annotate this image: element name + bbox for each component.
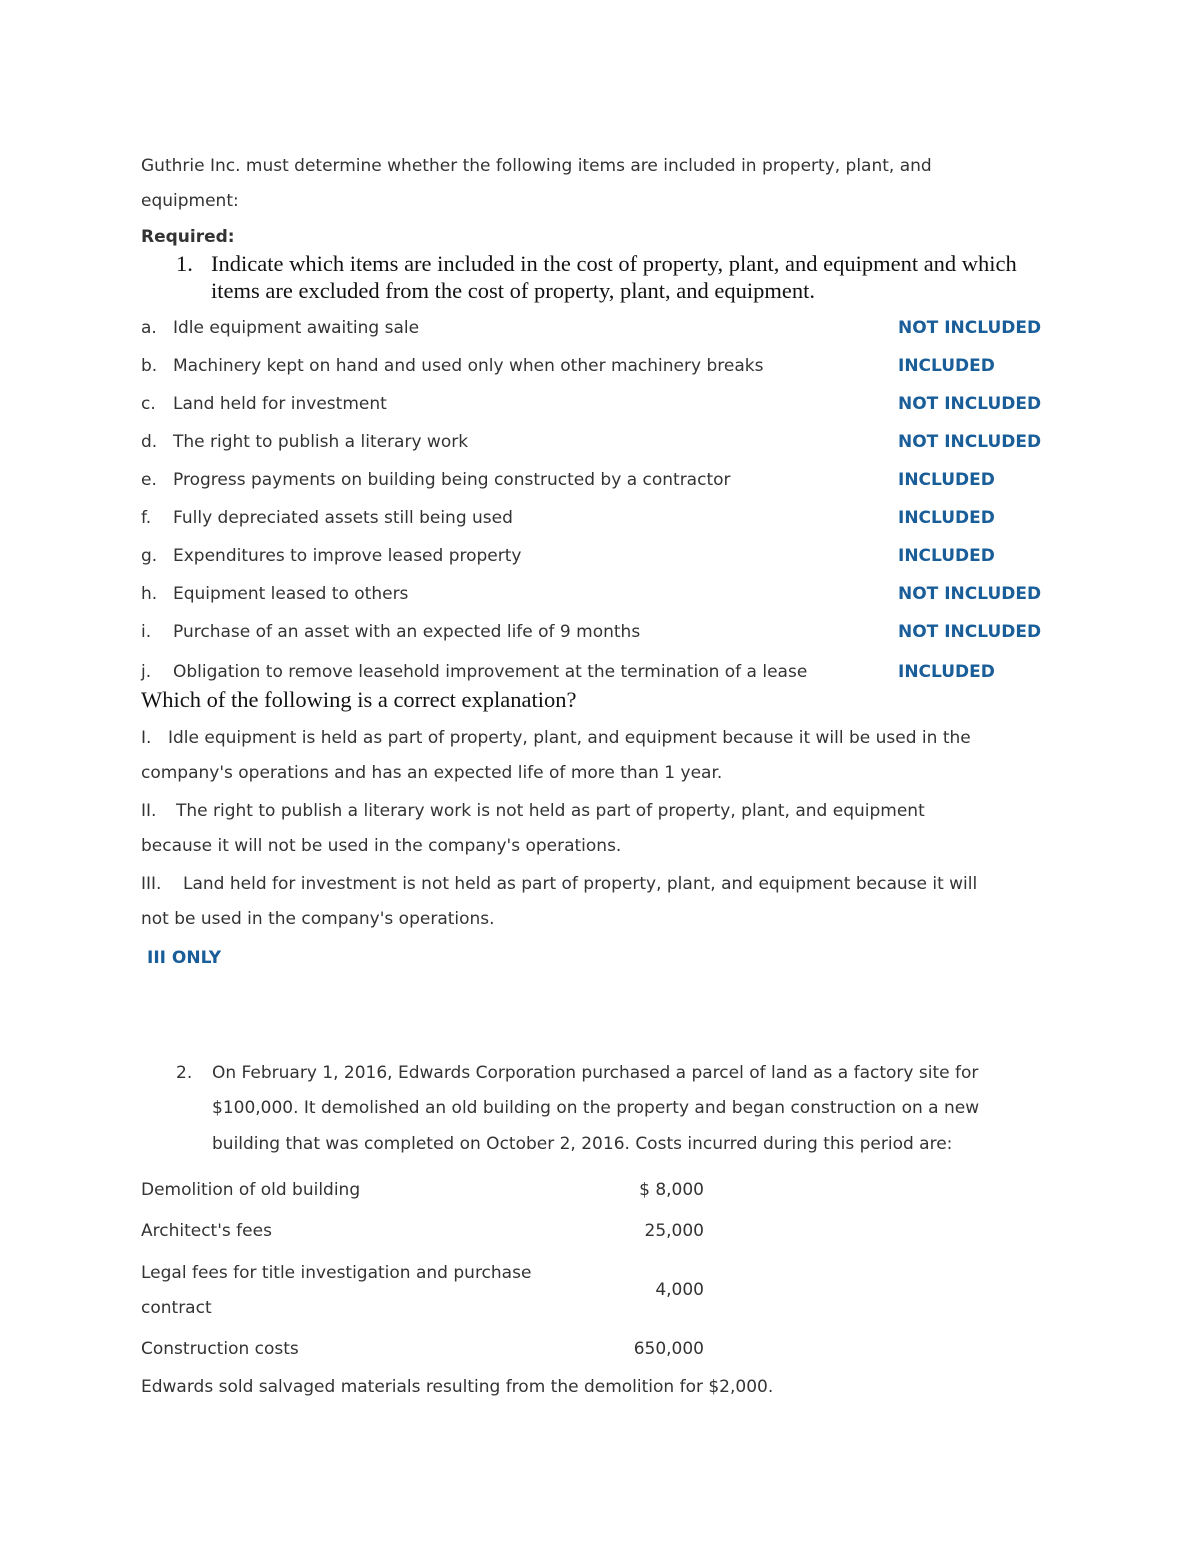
item-text: Machinery kept on hand and used only when other machinery breaks: [173, 356, 764, 376]
item-answer: INCLUDED: [898, 356, 995, 376]
item-text: Equipment leased to others: [173, 584, 409, 604]
item-text: Purchase of an asset with an expected life of 9 months: [173, 622, 641, 642]
q1-number: 1.: [176, 251, 193, 276]
statement-3-line-2: not be used in the company's operations.: [141, 909, 495, 929]
item-letter: c.: [141, 394, 156, 414]
item-letter: i.: [141, 622, 152, 642]
q1-text-line-2: items are excluded from the cost of property, plant, and equipment.: [211, 278, 815, 303]
item-answer: NOT INCLUDED: [898, 584, 1042, 604]
intro-line-2: equipment:: [141, 191, 239, 211]
item-letter: a.: [141, 318, 157, 338]
item-answer: INCLUDED: [898, 546, 995, 566]
item-text: Idle equipment awaiting sale: [173, 318, 420, 338]
statement-1-numeral: I.: [141, 728, 152, 748]
cost-label: Demolition of old building: [141, 1180, 361, 1200]
statement-1-line-1: Idle equipment is held as part of property, plant, and equipment because it will be used in the: [168, 728, 971, 748]
explanation-answer: III ONLY: [147, 948, 222, 968]
statement-2-line-1: The right to publish a literary work is not held as part of property, plant, and equipment: [176, 801, 925, 821]
cost-label-continued: contract: [141, 1298, 212, 1318]
statement-2-line-2: because it will not be used in the company's operations.: [141, 836, 622, 856]
q2-number: 2.: [176, 1063, 193, 1083]
item-text: Expenditures to improve leased property: [173, 546, 522, 566]
q2-line-1: On February 1, 2016, Edwards Corporation purchased a parcel of land as a factory site for: [212, 1063, 979, 1083]
item-text: Obligation to remove leasehold improvement at the termination of a lease: [173, 662, 808, 682]
item-answer: NOT INCLUDED: [898, 318, 1042, 338]
item-text: The right to publish a literary work: [173, 432, 469, 452]
statement-3-line-1: Land held for investment is not held as part of property, plant, and equipment because it will: [183, 874, 978, 894]
item-letter: j.: [141, 662, 152, 682]
item-text: Progress payments on building being constructed by a contractor: [173, 470, 731, 490]
item-letter: d.: [141, 432, 158, 452]
item-text: Land held for investment: [173, 394, 387, 414]
item-answer: NOT INCLUDED: [898, 432, 1042, 452]
cost-label: Legal fees for title investigation and purchase: [141, 1263, 532, 1283]
statement-3-numeral: III.: [141, 874, 162, 894]
item-letter: g.: [141, 546, 158, 566]
item-answer: NOT INCLUDED: [898, 622, 1042, 642]
explanation-question: Which of the following is a correct explanation?: [141, 687, 577, 712]
cost-label: Architect's fees: [141, 1221, 272, 1241]
intro-line-1: Guthrie Inc. must determine whether the following items are included in property, plant, and: [141, 156, 932, 176]
cost-amount: 650,000: [633, 1339, 704, 1359]
item-letter: e.: [141, 470, 157, 490]
item-answer: NOT INCLUDED: [898, 394, 1042, 414]
cost-label: Construction costs: [141, 1339, 299, 1359]
q2-line-3: building that was completed on October 2, 2016. Costs incurred during this period are:: [212, 1134, 953, 1154]
item-answer: INCLUDED: [898, 470, 995, 490]
cost-amount: 4,000: [655, 1280, 704, 1300]
cost-amount: 25,000: [644, 1221, 704, 1241]
cost-amount: $ 8,000: [639, 1180, 704, 1200]
statement-1-line-2: company's operations and has an expected life of more than 1 year.: [141, 763, 723, 783]
item-answer: INCLUDED: [898, 662, 995, 682]
item-letter: h.: [141, 584, 158, 604]
salvage-note: Edwards sold salvaged materials resulting from the demolition for $2,000.: [141, 1377, 774, 1397]
item-letter: f.: [141, 508, 152, 528]
item-text: Fully depreciated assets still being used: [173, 508, 513, 528]
q1-text-line-1: Indicate which items are included in the cost of property, plant, and equipment and which: [211, 251, 1017, 276]
item-answer: INCLUDED: [898, 508, 995, 528]
item-letter: b.: [141, 356, 158, 376]
statement-2-numeral: II.: [141, 801, 157, 821]
required-label: Required:: [141, 227, 235, 247]
q2-line-2: $100,000. It demolished an old building on the property and began construction on a new: [212, 1098, 980, 1118]
